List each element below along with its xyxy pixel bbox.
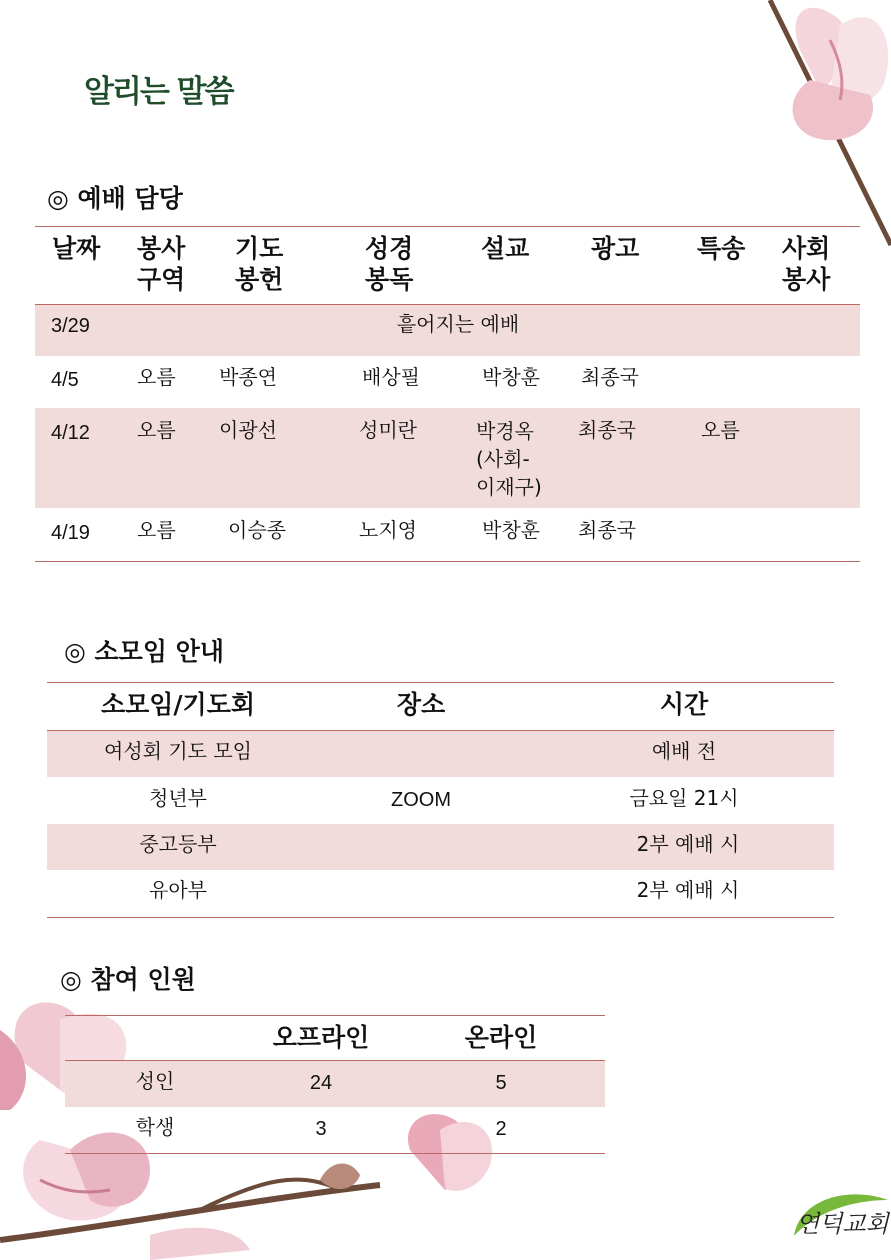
worship-header-date: 날짜 xyxy=(52,234,101,263)
worship-row-bible: 배상필 xyxy=(362,365,420,389)
attendance-row-online: 2 xyxy=(495,1118,507,1140)
worship-row-bible: 노지영 xyxy=(359,518,417,542)
groups-row-name: 여성회 기도 모임 xyxy=(104,739,252,763)
groups-row-place: ZOOM xyxy=(391,789,451,811)
worship-section-title: ◎ 예배 담당 xyxy=(47,184,183,213)
groups-row-name: 청년부 xyxy=(149,786,207,810)
worship-row-prayer: 이승종 xyxy=(228,518,286,542)
worship-table-bottom-rule xyxy=(35,561,860,562)
groups-row-name: 유아부 xyxy=(149,878,207,902)
worship-row-notice: 최종국 xyxy=(581,365,639,389)
worship-row-sermon: 박경옥 (사회- 이재구) xyxy=(476,419,542,499)
magnolia-flower-bottom-left xyxy=(0,990,520,1260)
worship-row-sermon: 박창훈 xyxy=(482,365,540,389)
groups-row-time: 예배 전 xyxy=(651,739,717,763)
worship-row-notice: 최종국 xyxy=(578,418,636,442)
attendance-table-top-rule xyxy=(65,1015,605,1016)
worship-row-song: 오름 xyxy=(701,418,740,442)
worship-row-date: 4/19 xyxy=(51,522,90,544)
worship-row-area: 오름 xyxy=(137,518,176,542)
attendance-row-offline: 3 xyxy=(315,1118,327,1140)
worship-table-top-rule xyxy=(35,226,860,227)
attendance-header-online: 온라인 xyxy=(464,1023,538,1052)
attendance-row-label: 학생 xyxy=(135,1115,175,1139)
groups-row-time: 2부 예배 시 xyxy=(636,832,740,856)
worship-row-date: 4/5 xyxy=(51,369,79,391)
attendance-header-offline: 오프라인 xyxy=(272,1023,370,1052)
worship-header-notice: 광고 xyxy=(591,234,640,263)
magnolia-flower-top-right xyxy=(690,0,891,250)
worship-row-bible: 성미란 xyxy=(359,418,417,442)
worship-row-date: 3/29 xyxy=(51,315,90,337)
groups-row-time: 금요일 21시 xyxy=(629,786,739,810)
groups-section-title: ◎ 소모임 안내 xyxy=(64,637,224,666)
attendance-row-offline: 24 xyxy=(309,1072,333,1094)
worship-header-prayer: 기도 봉헌 xyxy=(235,234,284,294)
worship-row-prayer: 박종연 xyxy=(219,365,277,389)
groups-row-time: 2부 예배 시 xyxy=(636,878,740,902)
groups-header-name: 소모임/기도회 xyxy=(100,690,256,719)
church-logo: 연덕교회 xyxy=(796,1210,889,1238)
groups-table-bottom-rule xyxy=(47,917,834,918)
worship-row-area: 오름 xyxy=(137,365,176,389)
worship-row-sermon: 박창훈 xyxy=(482,518,540,542)
groups-row-name: 중고등부 xyxy=(139,832,217,856)
attendance-row-label: 성인 xyxy=(135,1069,175,1093)
groups-header-time: 시간 xyxy=(659,690,709,719)
worship-row-area: 오름 xyxy=(137,418,176,442)
worship-header-bible: 성경 봉독 xyxy=(365,234,414,294)
worship-row-notice: 최종국 xyxy=(578,518,636,542)
attendance-table-bottom-rule xyxy=(65,1153,605,1154)
attendance-section-title: ◎ 참여 인원 xyxy=(60,965,196,994)
worship-row-note: 흩어지는 예배 xyxy=(396,312,520,336)
attendance-row-online: 5 xyxy=(495,1072,507,1094)
worship-header-sermon: 설교 xyxy=(481,234,530,263)
worship-row-date: 4/12 xyxy=(51,422,90,444)
groups-table-top-rule xyxy=(47,682,834,683)
groups-header-place: 장소 xyxy=(396,690,446,719)
page-title: 알리는 말씀 xyxy=(84,74,233,110)
worship-header-service: 사회 봉사 xyxy=(782,234,831,294)
worship-row-prayer: 이광선 xyxy=(219,418,277,442)
worship-header-song: 특송 xyxy=(697,234,746,263)
worship-header-area: 봉사 구역 xyxy=(137,234,186,294)
